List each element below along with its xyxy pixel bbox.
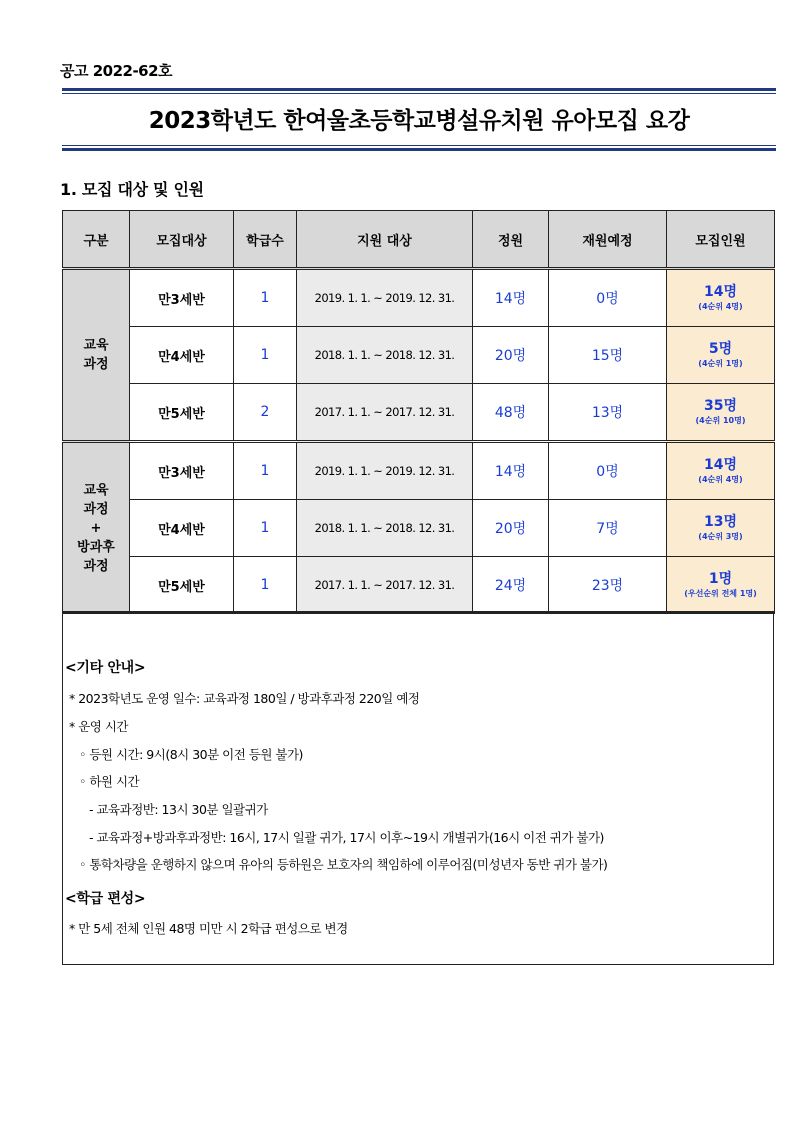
group-label-line: 방과후 — [77, 539, 115, 555]
header-target: 모집대상 — [130, 211, 234, 269]
class-name: 만4세반 — [130, 327, 234, 384]
expected: 13명 — [549, 384, 667, 442]
eligibility-period: 2017. 1. 1. ~ 2017. 12. 31. — [297, 557, 473, 614]
note-line: ◦ 통학차량을 운행하지 않으며 유아의 등하원은 보호자의 책임하에 이루어짐(미성년자 동반 귀가 불가) — [79, 857, 608, 872]
group-label-line: 과정 — [83, 357, 109, 372]
recruit-count — [667, 442, 775, 500]
group-label-line: 교육 — [83, 482, 109, 498]
table-row — [63, 384, 775, 442]
recruit-count — [667, 327, 775, 384]
class-count: 1 — [234, 500, 297, 557]
group-label-line: 과정 — [83, 501, 109, 517]
class-name: 만5세반 — [130, 557, 234, 614]
eligibility-period: 2018. 1. 1. ~ 2018. 12. 31. — [297, 327, 473, 384]
recruit-note: (4순위 4명) — [698, 302, 743, 311]
document-title: 2023학년도 한여울초등학교병설유치원 유아모집 요강 — [148, 108, 690, 134]
header-eligibility: 지원 대상 — [297, 211, 473, 269]
recruit-note: (4순위 1명) — [698, 359, 743, 368]
group-label-line: 과정 — [83, 558, 109, 574]
recruit-count — [667, 384, 775, 442]
expected: 7명 — [549, 500, 667, 557]
recruit-value: 14명 — [703, 457, 737, 473]
table-header-row — [63, 211, 775, 269]
class-name: 만3세반 — [130, 269, 234, 327]
note-line: ◦ 등원 시간: 9시(8시 30분 이전 등원 불가) — [79, 747, 303, 762]
section-title: 1. 모집 대상 및 인원 — [60, 180, 204, 199]
group-label-line: + — [90, 520, 102, 536]
title-rule-bottom-thin — [62, 145, 776, 146]
title-rule-top — [62, 88, 776, 91]
capacity: 14명 — [473, 269, 549, 327]
class-count: 1 — [234, 557, 297, 614]
recruit-value: 1명 — [708, 571, 733, 587]
capacity: 48명 — [473, 384, 549, 442]
class-count: 1 — [234, 269, 297, 327]
class-count: 1 — [234, 327, 297, 384]
header-capacity: 정원 — [473, 211, 549, 269]
eligibility-period: 2019. 1. 1. ~ 2019. 12. 31. — [297, 269, 473, 327]
table-row — [63, 500, 775, 557]
note-line: * 만 5세 전체 인원 48명 미만 시 2학급 편성으로 변경 — [69, 921, 348, 936]
title-rule-top-thin — [62, 93, 776, 94]
expected: 0명 — [549, 269, 667, 327]
recruit-value: 5명 — [708, 341, 733, 357]
note-line: ◦ 하원 시간 — [79, 774, 140, 789]
class-name: 만5세반 — [130, 384, 234, 442]
expected: 15명 — [549, 327, 667, 384]
recruit-count — [667, 500, 775, 557]
table-row — [63, 557, 775, 614]
class-count: 2 — [234, 384, 297, 442]
capacity: 24명 — [473, 557, 549, 614]
expected: 23명 — [549, 557, 667, 614]
eligibility-period: 2019. 1. 1. ~ 2019. 12. 31. — [297, 442, 473, 500]
class-count: 1 — [234, 442, 297, 500]
capacity: 20명 — [473, 327, 549, 384]
title-rule-bottom — [62, 148, 776, 151]
recruit-value: 13명 — [703, 514, 737, 530]
header-class-count: 학급수 — [234, 211, 297, 269]
recruit-note: (4순위 4명) — [698, 475, 743, 484]
other-info-heading: <기타 안내> — [65, 660, 146, 676]
note-line: - 교육과정반: 13시 30분 일괄귀가 — [89, 802, 268, 817]
recruit-value: 35명 — [703, 398, 737, 414]
notice-number: 공고 2022-62호 — [60, 62, 173, 80]
expected: 0명 — [549, 442, 667, 500]
note-line: * 2023학년도 운영 일수: 교육과정 180일 / 방과후과정 220일 예정 — [69, 691, 420, 706]
notes-box — [62, 611, 774, 965]
class-name: 만4세반 — [130, 500, 234, 557]
header-category: 구분 — [63, 211, 130, 269]
capacity: 20명 — [473, 500, 549, 557]
recruitment-table — [62, 210, 775, 614]
recruit-note: (우선순위 전체 1명) — [684, 589, 757, 598]
eligibility-period: 2017. 1. 1. ~ 2017. 12. 31. — [297, 384, 473, 442]
recruit-count — [667, 269, 775, 327]
table-row — [63, 442, 775, 500]
recruit-note: (4순위 10명) — [695, 416, 746, 425]
header-expected: 재원예정 — [549, 211, 667, 269]
recruit-note: (4순위 3명) — [698, 532, 743, 541]
eligibility-period: 2018. 1. 1. ~ 2018. 12. 31. — [297, 500, 473, 557]
group-label-line: 교육 — [83, 338, 109, 353]
class-formation-heading: <학급 편성> — [65, 891, 146, 907]
table-row — [63, 327, 775, 384]
note-line: - 교육과정+방과후과정반: 16시, 17시 일괄 귀가, 17시 이후~19시 개별귀가(16시 이전 귀가 불가) — [89, 830, 604, 845]
table-row — [63, 269, 775, 327]
recruit-value: 14명 — [703, 284, 737, 300]
recruit-count — [667, 557, 775, 614]
header-recruit: 모집인원 — [667, 211, 775, 269]
group-label-education — [63, 269, 130, 442]
group-label-afterschool — [63, 442, 130, 614]
note-line: * 운영 시간 — [69, 719, 128, 734]
capacity: 14명 — [473, 442, 549, 500]
class-name: 만3세반 — [130, 442, 234, 500]
